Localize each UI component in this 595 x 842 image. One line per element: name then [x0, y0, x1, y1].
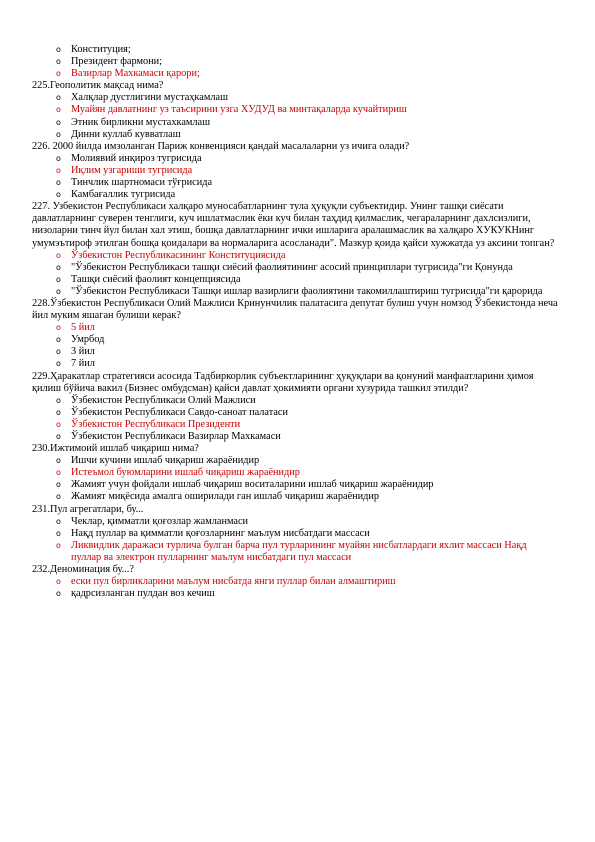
- answer-option: [56, 479, 551, 491]
- answer-option: [56, 406, 551, 419]
- answer-option-text: Камбағаллик тугрисида: [71, 189, 176, 201]
- answer-option: [56, 92, 551, 104]
- bullet-icon: o: [56, 540, 61, 550]
- question-text: 226. 2000 йилда имзоланган Париж конвенцияси қандай масалаларни уз ичига олади?: [32, 140, 410, 152]
- answer-option-text: Умрбод: [71, 334, 105, 346]
- answer-option: [56, 285, 551, 298]
- bullet-icon: o: [56, 153, 61, 163]
- answer-option-text: Ўзбекистон Республикасининг Конституциясида: [71, 249, 286, 261]
- answer-option-text: Ўзбекистон Республикаси Олий Мажлиси: [71, 394, 256, 406]
- answer-option: [56, 455, 551, 467]
- bullet-icon: o: [56, 117, 61, 127]
- bullet-icon: o: [56, 419, 61, 429]
- answer-option-text: Ташқи сиёсий фаолият концепциясида: [71, 273, 241, 285]
- bullet-icon: o: [56, 432, 61, 441]
- answer-option-text: Ўзбекистон Республикаси Савдо-саноат палатаси: [71, 406, 288, 418]
- bullet-icon: o: [56, 69, 61, 79]
- answer-option-correct: [56, 467, 551, 479]
- answer-option: [56, 128, 551, 141]
- answer-option: [56, 515, 551, 528]
- answer-option: [56, 273, 551, 286]
- answer-option-text: Жамият учун фойдали ишлаб чиқариш воситаларини ишлаб чиқариш жараёнидир: [71, 479, 434, 491]
- bullet-icon: o: [56, 407, 61, 417]
- bullet-icon: o: [56, 190, 61, 200]
- answer-option-text: Этник бирликни мустахкамлаш: [71, 116, 211, 128]
- bullet-icon: o: [56, 105, 61, 115]
- bullet-icon: o: [56, 359, 61, 369]
- question-block: [0, 564, 595, 600]
- answer-option-text: Иқлим узгариши тугрисида: [71, 164, 193, 176]
- bullet-icon: o: [56, 480, 61, 490]
- bullet-icon: o: [56, 45, 61, 54]
- bullet-icon: o: [56, 516, 61, 526]
- answer-option-correct: [56, 249, 551, 262]
- question-block: [0, 371, 595, 444]
- question-block: [0, 298, 595, 371]
- answer-option: [56, 44, 551, 56]
- bullet-icon: o: [56, 335, 61, 345]
- answer-option: [56, 261, 551, 274]
- bullet-icon: o: [56, 57, 61, 67]
- answer-option: [56, 152, 551, 165]
- bullet-icon: o: [56, 274, 61, 284]
- answer-option-text: Халқлар дустлигини мустаҳкамлаш: [71, 92, 228, 104]
- answer-option-text: қадрсизланган пулдан воз кечиш: [71, 588, 215, 600]
- answer-option: [56, 189, 551, 201]
- answer-option: [56, 334, 551, 346]
- answer-option: [56, 491, 551, 503]
- bullet-icon: o: [56, 165, 61, 175]
- answer-option-text: 3 йил: [71, 346, 95, 358]
- answer-option-text: Жамият миқёсида амалга оширилади ган ишлаб чиқариш жараёнидир: [71, 491, 380, 503]
- answer-option-correct: [56, 104, 551, 116]
- question-text: 225.Геополитик мақсад нима?: [32, 80, 164, 92]
- answer-option: [56, 346, 551, 358]
- answer-option-correct: [56, 322, 551, 334]
- question-text: 230.Ижтимоий ишлаб чиқариш нима?: [32, 443, 199, 455]
- answer-option-text: "Ўзбекистон Республикаси ташқи сиёсий фаолиятининг асосий принциплари тугрисида"ги Қонунда: [71, 261, 513, 273]
- answer-option: [56, 527, 551, 540]
- question-text: 232.Деноминация бу...?: [32, 564, 134, 576]
- question-block: [0, 141, 595, 201]
- bullet-icon: o: [56, 347, 61, 357]
- answer-option-text: Тинчлик шартномаси тўғрисида: [71, 177, 213, 189]
- answer-option: [56, 588, 551, 600]
- bullet-icon: o: [56, 468, 61, 478]
- answer-option-correct: [56, 539, 551, 564]
- answer-option-text: Конституция;: [71, 44, 131, 55]
- answer-option-text: 7 йил: [71, 358, 95, 370]
- answer-option: [56, 431, 551, 443]
- bullet-icon: o: [56, 250, 61, 260]
- bullet-icon: o: [56, 262, 61, 272]
- answer-option-text: Муайян давлатнинг уз таъсирини узга ХУДУД ва минтақаларда кучайтириш: [71, 104, 407, 116]
- bullet-icon: o: [56, 129, 61, 139]
- answer-option-text: Президент фармони;: [71, 56, 163, 68]
- answer-option: [56, 56, 551, 68]
- bullet-icon: o: [56, 323, 61, 333]
- question-text: 227. Узбекистон Республикаси халқаро муносабатларнинг тула ҳуқуқли субъектидир. Унинг ташқи сиёсати давлатларнинг суверен тенглиги, куч ишлатмаслик ёки куч билан таҳдид қилмаслик, чегараларнинг дахлсизлиги, низоларни тинч йул билан хал этиш, бошқа давлатларнинг ички ишларига аралашмаслик ва халқаро ХУКУКНинг умумэътироф этилган бошқа қоидалари ва нормаларига асосланади". Мазкур қоида қайси хужжатда уз аксини топган?: [32, 201, 555, 249]
- answer-option-text: Ликвидлик даражаси турлича булган барча пул турларининг муайян нисбатлардаги яхлит массаси Нақд пуллар ва электрон пулларнинг маълум нисбатдаги пул массаси: [71, 539, 527, 563]
- answer-option-text: "Ўзбекистон Республикаси Ташқи ишлар вазирлиги фаолиятини такомиллаштириш тугрисида"ги қарорида: [71, 285, 543, 297]
- question-text: 228.Ўзбекистон Республикаси Олий Мажлиси Кринунчилик палатасига депутат булиш учун номзод Ўзбекистонда неча йил муким яшаган булиши керак?: [32, 297, 558, 322]
- bullet-icon: o: [56, 286, 61, 296]
- question-text: 231.Пул агрегатлари, бу...: [32, 503, 144, 515]
- answer-option: [56, 394, 551, 407]
- question-block: [0, 443, 595, 503]
- question-block: [0, 201, 595, 298]
- answer-option-text: Нақд пуллар ва қимматли қоғозларнинг маълум нисбатдаги массаси: [71, 527, 370, 539]
- answer-option-text: ески пул бирликларини маълум нисбатда янги пуллар билан алмаштириш: [71, 576, 396, 588]
- bullet-icon: o: [56, 528, 61, 538]
- answer-option-correct: [56, 68, 551, 80]
- answer-option-text: Молиявий инқироз тугрисида: [71, 152, 202, 164]
- bullet-icon: o: [56, 589, 61, 599]
- question-text: 229.Ҳаракатлар стратегияси асосида Тадбиркорлик субъектларининг ҳуқуқлари ва қонуний манфаатларини ҳимоя қилиш бўйича вакил (Бизнес омбудсман) қайси давлат ҳокимияти органи хузурида ташкил этилди?: [32, 370, 534, 394]
- answer-option-correct: [56, 576, 551, 588]
- question-block: [0, 44, 595, 80]
- answer-option: [56, 358, 551, 370]
- answer-option: [56, 116, 551, 129]
- bullet-icon: o: [56, 492, 61, 502]
- answer-option-correct: [56, 418, 551, 431]
- answer-option-text: Динни куллаб кувватлаш: [71, 128, 181, 140]
- bullet-icon: o: [56, 456, 61, 466]
- answer-option-text: Чеклар, қимматли қоғозлар жамланмаси: [71, 515, 249, 527]
- bullet-icon: o: [56, 395, 61, 405]
- bullet-icon: o: [56, 93, 61, 103]
- answer-option-correct: [56, 164, 551, 177]
- answer-option-text: Ишчи кучини ишлаб чиқариш жараёнидир: [71, 455, 260, 467]
- bullet-icon: o: [56, 178, 61, 188]
- question-block: [0, 80, 595, 140]
- answer-option: [56, 177, 551, 189]
- question-block: [0, 504, 595, 564]
- answer-option-text: Ўзбекистон Республикаси Вазирлар Махкамаси: [71, 431, 281, 442]
- answer-option-text: Вазирлар Махкамаси қарори;: [71, 68, 200, 80]
- answer-option-text: 5 йил: [71, 322, 95, 334]
- bullet-icon: o: [56, 577, 61, 587]
- answer-option-text: Ўзбекистон Республикаси Президенти: [71, 418, 241, 430]
- answer-option-text: Истеъмол буюмларини ишлаб чиқариш жараёнидир: [71, 467, 300, 479]
